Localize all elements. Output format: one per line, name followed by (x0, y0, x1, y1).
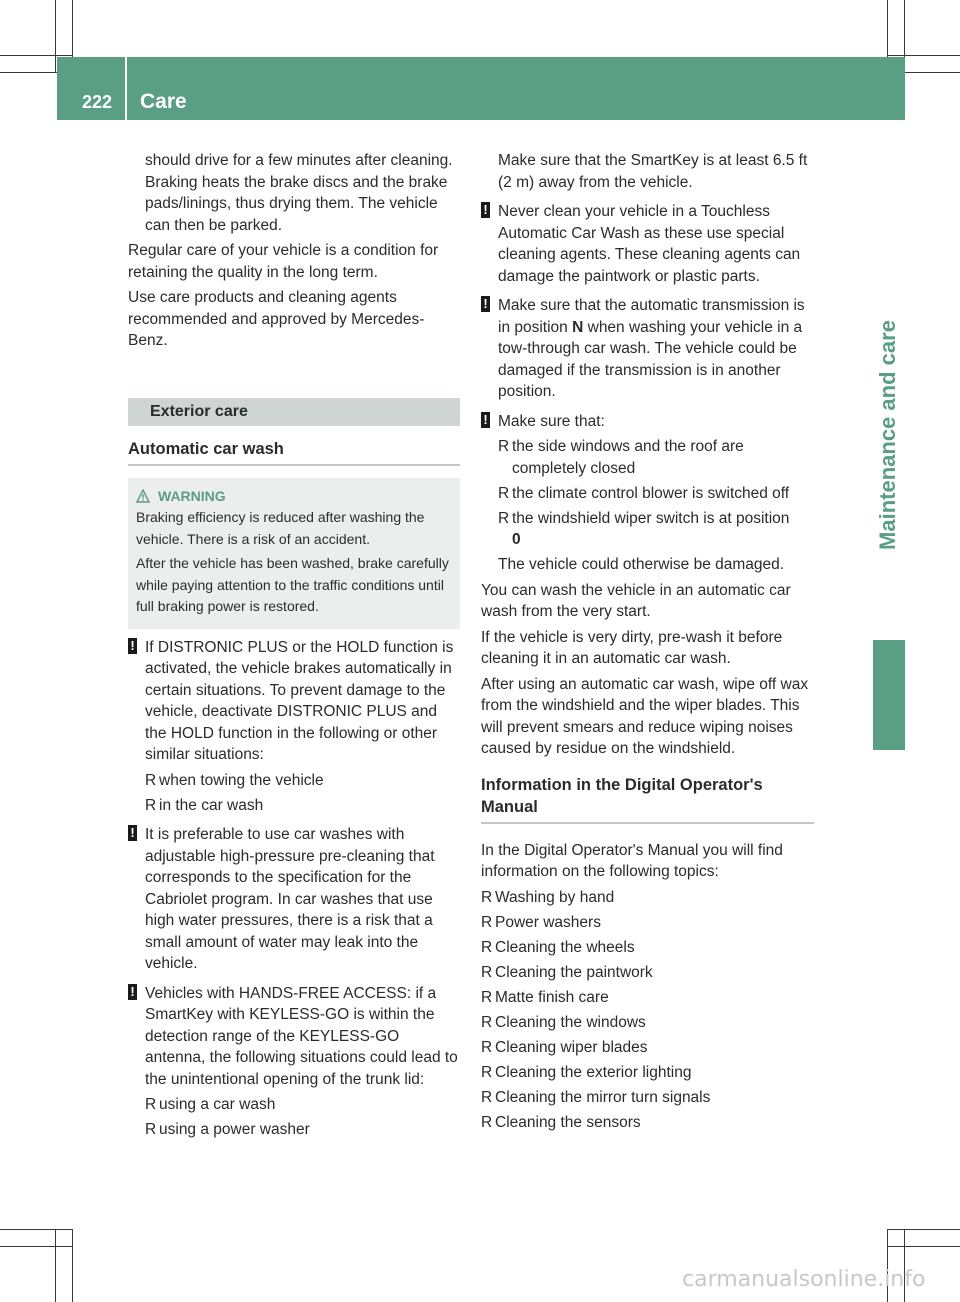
list-item (145, 1094, 460, 1116)
list-item-text: the climate control blower is switched off (512, 484, 790, 502)
list-item (481, 1037, 814, 1059)
list-item (481, 962, 814, 984)
paragraph: The vehicle could otherwise be damaged. (498, 556, 785, 573)
note-item (481, 295, 814, 403)
crop-mark (0, 55, 73, 56)
note-text: when washing your vehicle in a tow-through car wash. The vehicle could be damaged if the transmission is in another position. (498, 318, 803, 400)
crop-mark (55, 1229, 56, 1302)
list-item (498, 483, 814, 505)
list-item (481, 1012, 814, 1034)
list-item-text: Cleaning the windows (495, 1013, 646, 1031)
paragraph: Regular care of your vehicle is a condition for retaining the quality in the long term. (128, 242, 439, 281)
list-item-text: Cleaning the mirror turn signals (495, 1088, 711, 1106)
paragraph: Make sure that the SmartKey is at least 6.5 ft (2 m) away from the vehicle. (498, 152, 808, 191)
list-item (481, 912, 814, 934)
list-item-text: Cleaning the paintwork (495, 963, 653, 981)
warning-box (128, 478, 460, 629)
paragraph: If the vehicle is very dirty, pre-wash it before cleaning it in an automatic car wash. (481, 628, 783, 667)
list-item-text: Power washers (495, 913, 601, 931)
list-item-text: using a car wash (159, 1096, 276, 1113)
list-item (498, 436, 814, 479)
list-item (481, 1087, 814, 1109)
warning-triangle-icon (136, 489, 150, 503)
note-icon: ! (481, 412, 490, 428)
warning-label: WARNING (158, 487, 226, 504)
bullet-icon: R (145, 1121, 157, 1138)
list-item (481, 1112, 814, 1134)
bullet-icon: R (481, 1088, 493, 1106)
bullet-icon: R (481, 1013, 493, 1031)
bullet-icon: R (145, 796, 157, 814)
chapter-marker-block (873, 640, 905, 750)
bullet-icon: R (481, 913, 493, 931)
note-text: Never clean your vehicle in a Touchless Automatic Car Wash as these use special cleaning agents. These cleaning agents can damage the paintwork or plastic parts. (498, 203, 801, 285)
warning-title (136, 486, 452, 508)
note-icon: ! (128, 984, 137, 1000)
bullet-icon: R (145, 1096, 157, 1113)
note-icon: ! (128, 638, 137, 654)
header-divider (125, 57, 127, 120)
list-item-text: the side windows and the roof are completely closed (512, 438, 744, 477)
paragraph: In the Digital Operator's Manual you will find information on the following topics: (481, 841, 783, 880)
list-item-text: Matte finish care (495, 988, 609, 1006)
bullet-icon: R (498, 438, 510, 455)
note-text: Make sure that: (498, 412, 605, 430)
crop-mark (887, 1229, 960, 1230)
note-text: It is preferable to use car washes with adjustable high-pressure pre-cleaning that corresponds to the specification for the Cabriolet program. In car washes that use high water pressures, there is a risk that a small amount of water may leak into the vehicle. (145, 826, 435, 972)
bullet-icon: R (481, 1063, 493, 1081)
wiper-position-label: 0 (512, 531, 521, 548)
paragraph: should drive for a few minutes after cleaning. Braking heats the brake discs and the brake pads/linings, thus drying them. The vehicle can then be parked. (145, 152, 453, 234)
left-column (128, 150, 460, 1144)
watermark: carmanualsonline.info (682, 1267, 926, 1292)
bullet-icon: R (481, 1038, 493, 1056)
bullet-icon: R (145, 771, 157, 789)
subheading: Information in the Digital Operator's Manual (481, 774, 814, 824)
note-icon: ! (128, 825, 137, 841)
paragraph: Use care products and cleaning agents recommended and approved by Mercedes-Benz. (128, 289, 425, 349)
list-item (481, 887, 814, 909)
list-item-text: the windshield wiper switch is at position (512, 509, 790, 527)
bullet-icon: R (481, 988, 493, 1006)
warning-text: After the vehicle has been washed, brake carefully while paying attention to the traffic conditions until full braking power is restored. (136, 555, 449, 614)
crop-mark (72, 1229, 73, 1302)
note-text: Make sure that the automatic transmission is in position (498, 297, 805, 336)
note-text: Vehicles with HANDS-FREE ACCESS: if a SmartKey with KEYLESS-GO is within the detection range of the KEYLESS-GO antenna, the following situations could lead to the unintentional opening of the trunk lid: (145, 984, 458, 1088)
crop-mark (887, 55, 960, 56)
list-item (145, 795, 460, 817)
list-item-text: when towing the vehicle (159, 771, 324, 789)
bullet-icon: R (481, 1113, 493, 1131)
bullet-icon: R (498, 509, 510, 527)
note-item (481, 201, 814, 287)
page-title: Care (140, 90, 187, 113)
gear-position-label: N (572, 318, 584, 336)
bullet-icon: R (481, 938, 493, 956)
section-heading: Exterior care (128, 398, 460, 426)
list-item-text: in the car wash (159, 796, 264, 814)
list-item (481, 987, 814, 1009)
right-column (481, 150, 814, 1137)
chapter-tab-label: Maintenance and care (875, 320, 900, 550)
crop-mark (887, 1246, 960, 1247)
list-item (481, 937, 814, 959)
list-item-text: Cleaning the sensors (495, 1113, 641, 1131)
list-item-text: Cleaning the wheels (495, 938, 635, 956)
list-item-text: Cleaning the exterior lighting (495, 1063, 692, 1081)
list-item-text: Cleaning wiper blades (495, 1038, 648, 1056)
list-item (498, 508, 814, 551)
page-number: 222 (82, 92, 113, 112)
list-item (481, 1062, 814, 1084)
crop-mark (55, 0, 56, 73)
paragraph: After using an automatic car wash, wipe off wax from the windshield and the wiper blades. This will prevent smears and reduce wiping noises caused by residue on the windshield. (481, 675, 809, 757)
crop-mark (0, 1246, 73, 1247)
warning-text: Braking efficiency is reduced after washing the vehicle. There is a risk of an accident. (136, 509, 425, 547)
subheading: Automatic car wash (128, 438, 460, 466)
list-item (145, 770, 460, 792)
note-text: If DISTRONIC PLUS or the HOLD function is activated, the vehicle brakes automatically in certain situations. To prevent damage to the vehicle, deactivate DISTRONIC PLUS and the HOLD function in the following or other similar situations: (145, 638, 454, 763)
crop-mark (0, 1229, 73, 1230)
bullet-icon: R (481, 888, 493, 906)
note-item (481, 411, 814, 433)
note-item (128, 824, 460, 975)
note-icon: ! (481, 202, 490, 218)
note-item (128, 637, 460, 766)
paragraph: You can wash the vehicle in an automatic car wash from the very start. (481, 581, 791, 620)
list-item-text: Washing by hand (495, 888, 615, 906)
bullet-icon: R (498, 484, 510, 502)
bullet-icon: R (481, 963, 493, 981)
note-icon: ! (481, 296, 490, 312)
list-item-text: using a power washer (159, 1121, 310, 1138)
list-item (145, 1119, 460, 1141)
note-item (128, 983, 460, 1091)
